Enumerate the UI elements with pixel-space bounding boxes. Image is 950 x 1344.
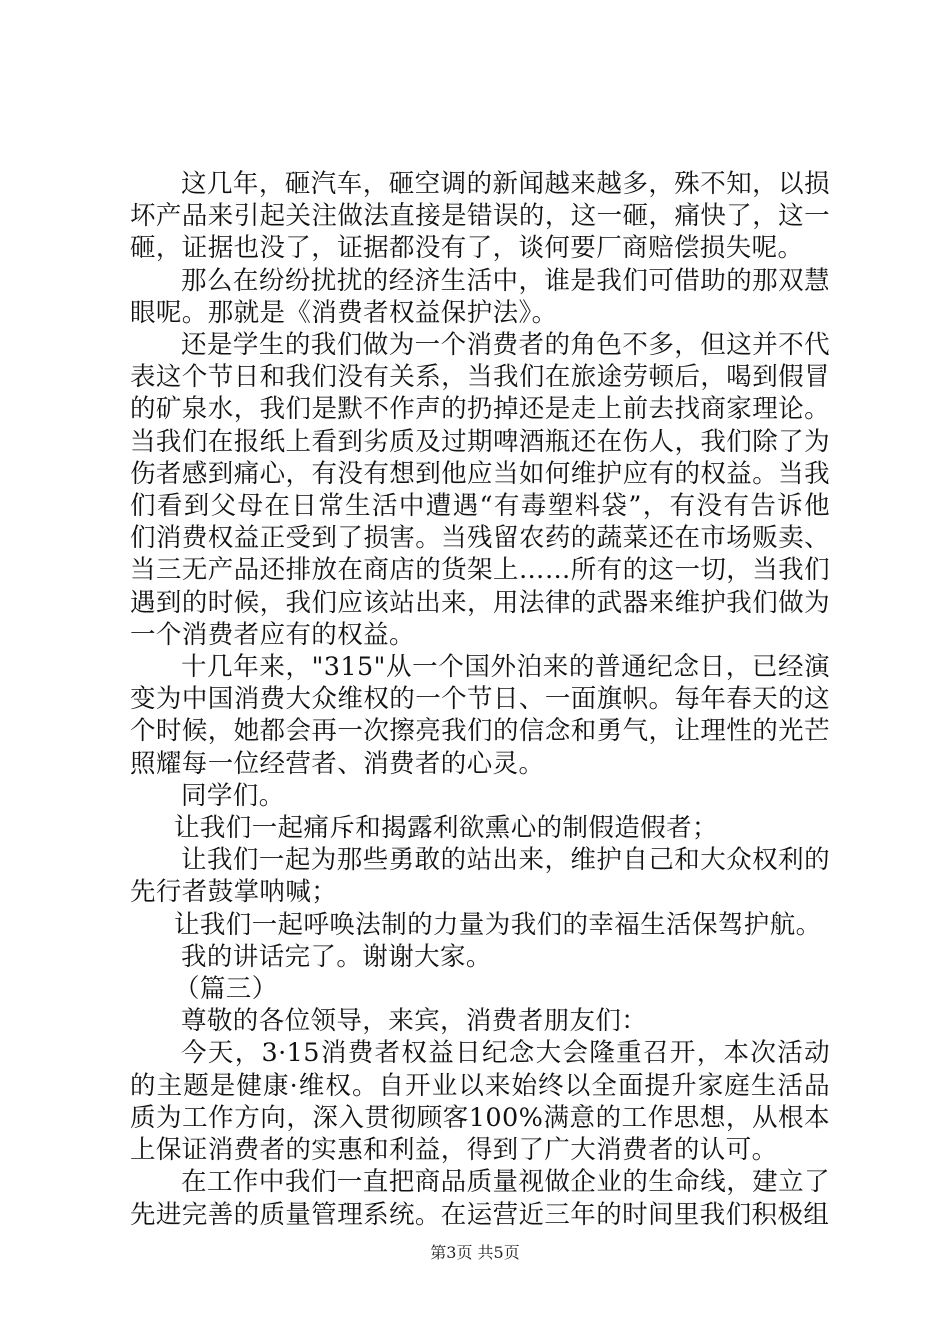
document-body bbox=[130, 168, 830, 1231]
paragraph-call-law: 让我们一起呼唤法制的力量为我们的幸福生活保驾护航。 bbox=[174, 909, 822, 940]
paragraph-denounce: 让我们一起痛斥和揭露利欲熏心的制假造假者； bbox=[174, 813, 718, 844]
page-number-footer: 第3页 共5页 bbox=[430, 1243, 520, 1262]
section-heading: （篇三） bbox=[174, 974, 278, 1005]
paragraph-smashing-products: 这几年，砸汽车，砸空调的新闻越来越多，殊不知，以损坏产品来引起关注做法直接是错误的，这一砸，痛快了，这一砸，证据也没了，证据都没有了，谈何要厂商赔偿损失呢。 bbox=[130, 169, 830, 264]
paragraph-consumer-law: 那么在纷纷扰扰的经济生活中，谁是我们可借助的那双慧眼呢。那就是《消费者权益保护法》。 bbox=[130, 265, 830, 328]
paragraph-closing: 我的讲话完了。谢谢大家。 bbox=[181, 941, 492, 972]
paragraph-meeting-today: 今天，3·15消费者权益日纪念大会隆重召开，本次活动的主题是健康·维权。自开业以来始终以全面提升家庭生活品质为工作方向，深入贯彻顾客100%满意的工作思想，从根本上保证消费者的实惠和利益，得到了广大消费者的认可。 bbox=[130, 1038, 830, 1166]
paragraph-classmates: 同学们。 bbox=[181, 780, 285, 811]
paragraph-students-rights: 还是学生的我们做为一个消费者的角色不多，但这并不代表这个节日和我们没有关系，当我们在旅途劳顿后，喝到假冒的矿泉水，我们是默不作声的扔掉还是走上前去找商家理论。当我们在报纸上看到劣质及过期啤酒瓶还在伤人，我们除了为伤者感到痛心，有没有想到他应当如何维护应有的权益。当我们看到父母在日常生活中遭遇“有毒塑料袋”，有没有告诉他们消费权益正受到了损害。当残留农药的蔬菜还在市场贩卖、当三无产品还排放在商店的货架上……所有的这一切，当我们遇到的时候，我们应该站出来，用法律的武器来维护我们做为一个消费者应有的权益。 bbox=[130, 330, 830, 650]
paragraph-quality: 在工作中我们一直把商品质量视做企业的生命线，建立了先进完善的质量管理系统。在运营近三年的时间里我们积极组 bbox=[130, 1167, 830, 1230]
paragraph-salutation: 尊敬的各位领导，来宾，消费者朋友们： bbox=[181, 1006, 648, 1037]
paragraph-315-history: 十几年来，"315"从一个国外泊来的普通纪念日，已经演变为中国消费大众维权的一个节日、一面旗帜。每年春天的这个时候，她都会再一次擦亮我们的信念和勇气，让理性的光芒照耀每一位经营者、消费者的心灵。 bbox=[130, 652, 830, 779]
paragraph-applaud: 让我们一起为那些勇敢的站出来，维护自己和大众权利的先行者鼓掌呐喊； bbox=[130, 845, 830, 908]
